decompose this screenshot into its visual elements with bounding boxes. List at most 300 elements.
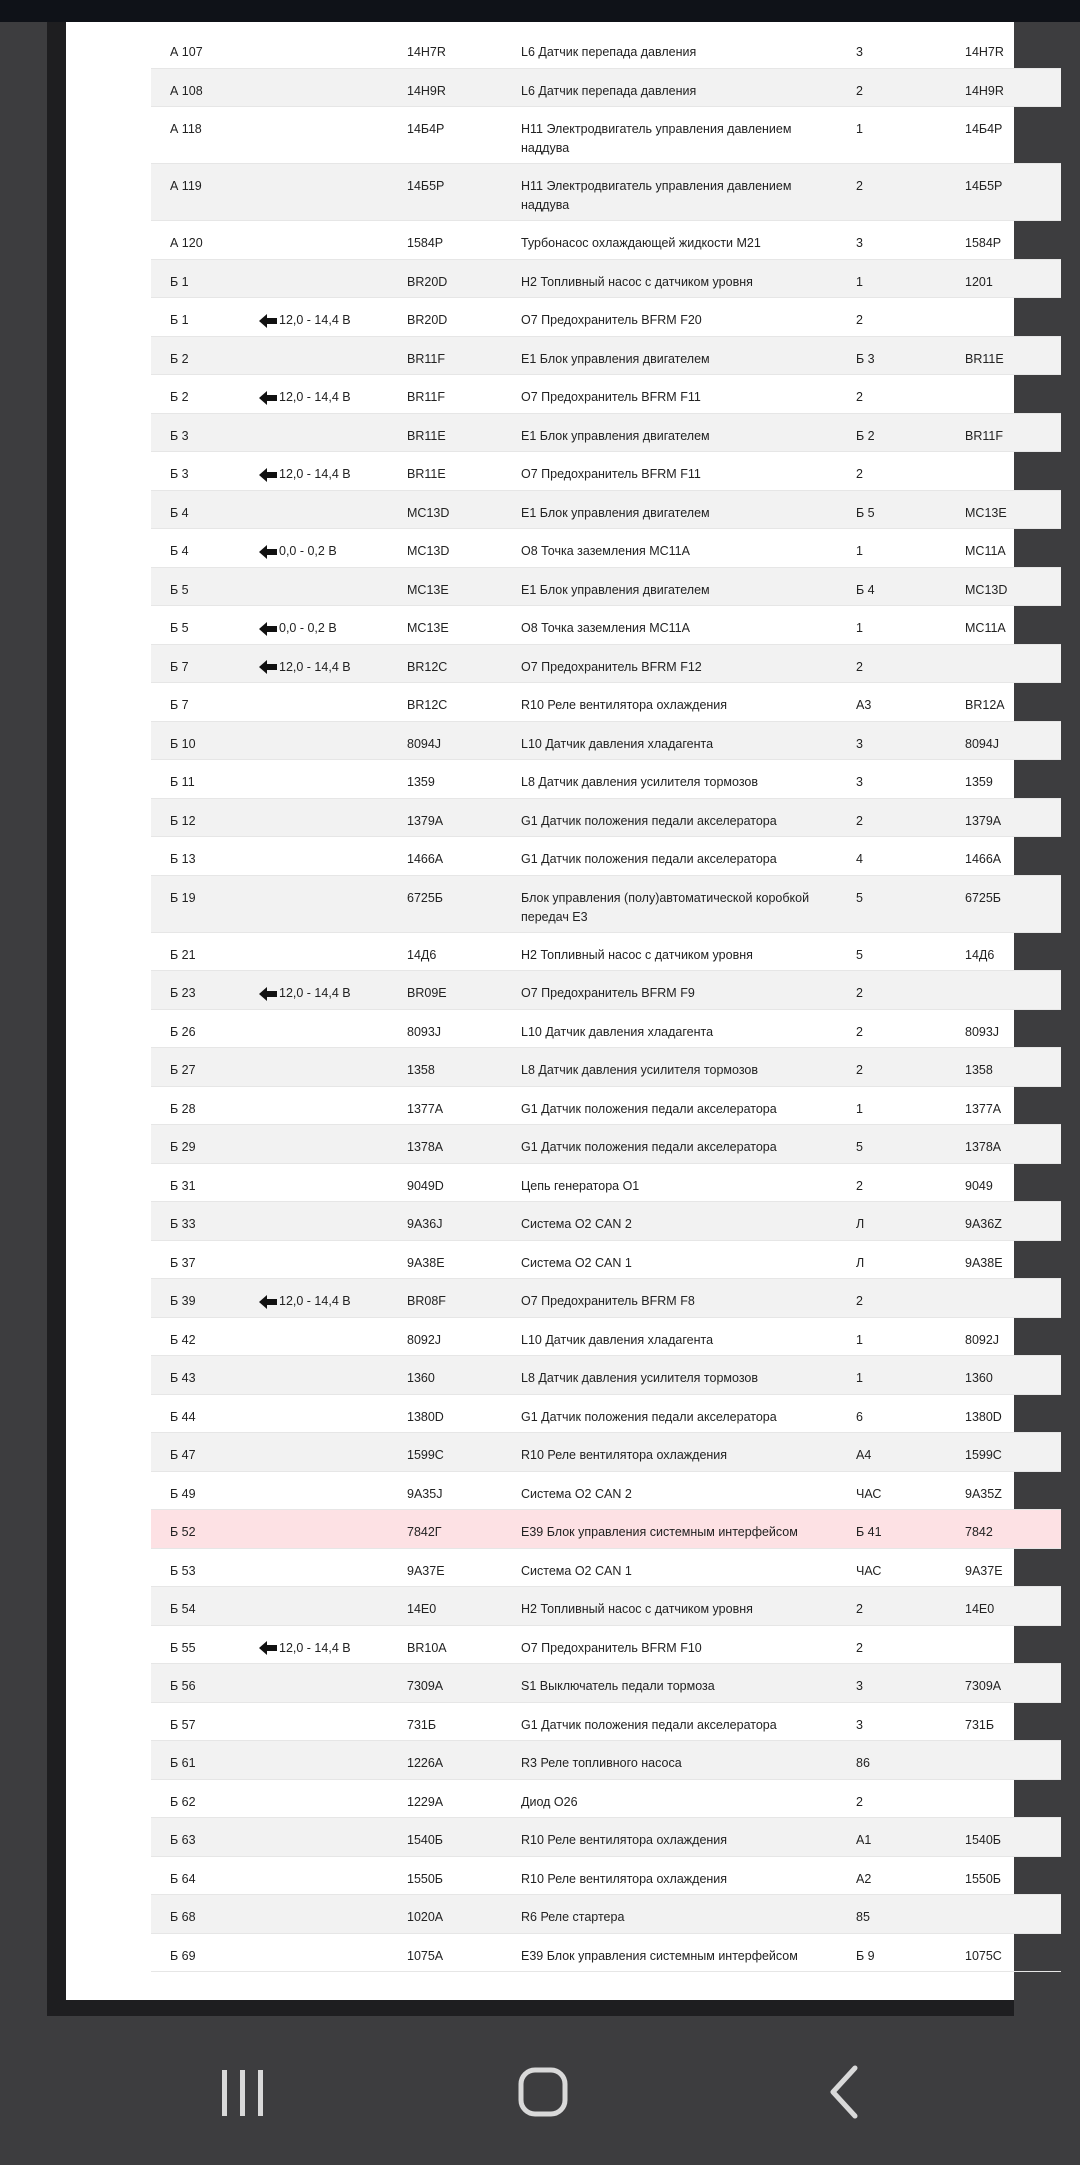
connector-pin-cell: 1 <box>856 1371 863 1385</box>
wire-cell: MC13D <box>407 505 450 520</box>
voltage-cell <box>259 388 351 407</box>
description-cell: L10 Датчик давления хладагента <box>521 736 714 751</box>
connector-pin-cell: A2 <box>856 1871 872 1886</box>
table-row <box>151 491 1061 530</box>
connector-pin-cell: Б 41 <box>856 1525 882 1539</box>
description-cell: L6 Датчик перепада давления <box>521 45 697 59</box>
table-row <box>151 1241 1061 1280</box>
voltage-cell <box>259 984 351 1003</box>
arrow-left-icon <box>259 545 277 559</box>
arrow-left-icon <box>259 1641 277 1655</box>
connector-pin-cell: 2 <box>856 179 863 193</box>
wire-cell: 1020A <box>407 1910 444 1924</box>
wire-cell: 9A38E <box>407 1255 445 1270</box>
connector-pin-cell: 2 <box>856 1063 863 1077</box>
pin-cell: Б 52 <box>170 1525 196 1539</box>
wire-cell: 7842Г <box>407 1525 442 1539</box>
wire-cell: 1378A <box>407 1140 444 1154</box>
description-cell: O7 Предохранитель BFRM F11 <box>521 390 701 404</box>
table-row <box>151 1010 1061 1049</box>
table-row <box>151 69 1061 108</box>
table-row <box>151 1279 1061 1318</box>
connector-pin-cell: 6 <box>856 1409 863 1424</box>
pin-cell: Б 3 <box>170 428 189 443</box>
connector-pin-cell: 2 <box>856 313 863 327</box>
description-cell: R10 Реле вентилятора охлаждения <box>521 1448 728 1462</box>
wire-cell: BR11F <box>407 390 445 404</box>
description-cell: G1 Датчик положения педали акселератора <box>521 1717 777 1732</box>
connector-pin-cell: 2 <box>856 1178 863 1193</box>
arrow-left-icon <box>259 1295 277 1309</box>
description-cell: G1 Датчик положения педали акселератора <box>521 1409 777 1424</box>
connector-pin-cell: 1 <box>856 1101 863 1116</box>
description-cell: Блок управления (полу)автоматической коробкой передач E3 <box>521 890 810 924</box>
table-row <box>151 606 1061 645</box>
arrow-left-icon <box>259 314 277 328</box>
wire-cell: 6725Б <box>407 890 444 905</box>
connector-wire-cell: MC11A <box>965 621 1006 635</box>
document-page <box>66 22 1014 2000</box>
connector-wire-cell: 14Б5P <box>965 179 1003 193</box>
description-cell: R3 Реле топливного насоса <box>521 1756 682 1770</box>
connector-wire-cell: 8093J <box>965 1024 1000 1039</box>
connector-wire-cell: 1584P <box>965 236 1002 250</box>
wire-cell: BR12C <box>407 698 448 712</box>
connector-pin-cell: ЧАС <box>856 1486 882 1501</box>
wire-cell: 14H7R <box>407 45 446 59</box>
pin-cell: Б 5 <box>170 621 189 635</box>
pin-cell: Б 33 <box>170 1217 196 1231</box>
pin-cell: Б 31 <box>170 1178 196 1193</box>
wire-cell: 1360 <box>407 1371 435 1385</box>
table-row <box>151 1741 1061 1780</box>
table-row <box>151 164 1061 221</box>
connector-pin-cell: A4 <box>856 1448 872 1462</box>
description-cell: R10 Реле вентилятора охлаждения <box>521 1871 728 1886</box>
description-cell: H2 Топливный насос с датчиком уровня <box>521 947 753 962</box>
table-row <box>151 1587 1061 1626</box>
pin-cell: Б 11 <box>170 775 195 789</box>
connector-wire-cell: BR12A <box>965 698 1005 712</box>
wire-cell: 1075A <box>407 1948 444 1963</box>
table-row <box>151 1395 1061 1434</box>
pin-cell: Б 63 <box>170 1833 196 1847</box>
pin-cell: Б 55 <box>170 1640 196 1655</box>
wire-cell: 1584P <box>407 236 444 250</box>
table-row <box>151 645 1061 684</box>
wire-cell: MC13E <box>407 621 449 635</box>
wire-cell: 1540Б <box>407 1833 444 1847</box>
description-cell: H11 Электродвигатель управления давлением наддува <box>521 179 792 212</box>
connector-wire-cell: 1599C <box>965 1448 1002 1462</box>
pin-cell: Б 42 <box>170 1332 196 1347</box>
table-row <box>151 1549 1061 1588</box>
connector-wire-cell: 9A35Z <box>965 1486 1002 1501</box>
connector-wire-cell: MC11A <box>965 544 1006 558</box>
description-cell: O7 Предохранитель BFRM F10 <box>521 1640 702 1655</box>
wire-cell: 14Б4P <box>407 122 445 136</box>
connector-wire-cell: 14Б4P <box>965 122 1003 136</box>
connector-pin-cell: A1 <box>856 1833 872 1847</box>
pin-cell: А 119 <box>170 179 202 193</box>
pin-cell: Б 4 <box>170 505 189 520</box>
table-row <box>151 1087 1061 1126</box>
table-row <box>151 1857 1061 1896</box>
voltage-value: 12,0 - 14,4 В <box>279 1640 351 1655</box>
table-row <box>151 1318 1061 1357</box>
wire-cell: 1359 <box>407 775 435 789</box>
pin-cell: Б 64 <box>170 1871 196 1886</box>
description-cell: E39 Блок управления системным интерфейсом <box>521 1948 798 1963</box>
connector-wire-cell: 9049 <box>965 1178 993 1193</box>
connector-pin-cell: 3 <box>856 236 863 250</box>
connector-wire-cell: MC13E <box>965 505 1007 520</box>
pin-cell: Б 1 <box>170 313 189 327</box>
wire-cell: BR11E <box>407 467 446 481</box>
table-row <box>151 1202 1061 1241</box>
wire-cell: 1380D <box>407 1409 444 1424</box>
voltage-cell <box>259 1639 351 1658</box>
pin-cell: Б 1 <box>170 274 189 289</box>
pin-cell: Б 54 <box>170 1602 196 1616</box>
wire-cell: 8094J <box>407 736 442 751</box>
voltage-value: 12,0 - 14,4 В <box>279 1294 351 1308</box>
connector-pin-cell: 2 <box>856 813 863 828</box>
table-row <box>151 1472 1061 1511</box>
connector-pin-cell: 1 <box>856 1332 863 1347</box>
description-cell: E39 Блок управления системным интерфейсом <box>521 1525 798 1539</box>
wire-cell: 1226A <box>407 1756 444 1770</box>
pin-cell: Б 23 <box>170 986 196 1000</box>
connector-pin-cell: 2 <box>856 1794 863 1809</box>
table-row <box>151 1934 1061 1973</box>
description-cell: Система O2 CAN 2 <box>521 1486 632 1501</box>
table-row <box>151 1164 1061 1203</box>
voltage-value: 12,0 - 14,4 В <box>279 390 351 404</box>
connector-pin-cell: 2 <box>856 83 863 98</box>
table-row <box>151 1895 1061 1934</box>
recent-apps-icon <box>197 2050 287 2130</box>
description-cell: L10 Датчик давления хладагента <box>521 1024 714 1039</box>
connector-wire-cell: 1550Б <box>965 1871 1002 1886</box>
description-cell: Система O2 CAN 2 <box>521 1217 632 1231</box>
pinout-table <box>151 30 1061 1972</box>
wire-cell: BR12C <box>407 659 448 674</box>
pin-cell: Б 10 <box>170 736 196 751</box>
pin-cell: Б 29 <box>170 1140 196 1154</box>
connector-wire-cell: 9A36Z <box>965 1217 1002 1231</box>
connector-wire-cell: 14H9R <box>965 83 1004 98</box>
wire-cell: BR09E <box>407 986 447 1000</box>
arrow-left-icon <box>259 622 277 636</box>
description-cell: L6 Датчик перепада давления <box>521 83 697 98</box>
connector-pin-cell: 2 <box>856 986 863 1000</box>
connector-pin-cell: Б 3 <box>856 351 875 366</box>
wire-cell: 731Б <box>407 1717 437 1732</box>
voltage-cell <box>259 465 351 484</box>
pin-cell: Б 12 <box>170 813 196 828</box>
connector-wire-cell: 731Б <box>965 1717 995 1732</box>
description-cell: L8 Датчик давления усилителя тормозов <box>521 1063 759 1077</box>
connector-wire-cell: 1380D <box>965 1409 1002 1424</box>
voltage-cell <box>259 619 337 638</box>
connector-pin-cell: 2 <box>856 1602 863 1616</box>
connector-wire-cell: 9A37E <box>965 1563 1003 1578</box>
description-cell: O7 Предохранитель BFRM F12 <box>521 659 702 674</box>
connector-pin-cell: 2 <box>856 1294 863 1308</box>
table-row <box>151 298 1061 337</box>
arrow-left-icon <box>259 391 277 405</box>
wire-cell: 8093J <box>407 1024 442 1039</box>
description-cell: E1 Блок управления двигателем <box>521 582 710 597</box>
connector-wire-cell: 1359 <box>965 775 993 789</box>
pin-cell: Б 62 <box>170 1794 196 1809</box>
home-icon <box>498 2050 588 2130</box>
description-cell: E1 Блок управления двигателем <box>521 505 710 520</box>
connector-wire-cell: 1358 <box>965 1063 993 1077</box>
arrow-left-icon <box>259 660 277 674</box>
description-cell: R10 Реле вентилятора охлаждения <box>521 698 728 712</box>
table-row <box>151 1048 1061 1087</box>
wire-cell: 14H9R <box>407 83 446 98</box>
connector-wire-cell: 7842 <box>965 1525 993 1539</box>
connector-pin-cell: 3 <box>856 1717 863 1732</box>
description-cell: L8 Датчик давления усилителя тормозов <box>521 775 759 789</box>
connector-pin-cell: 5 <box>856 947 863 962</box>
table-row <box>151 971 1061 1010</box>
connector-wire-cell: 1360 <box>965 1371 993 1385</box>
pin-cell: Б 53 <box>170 1563 196 1578</box>
wire-cell: 9A37E <box>407 1563 445 1578</box>
pin-cell: Б 5 <box>170 582 189 597</box>
connector-pin-cell: 3 <box>856 1679 863 1693</box>
connector-pin-cell: 2 <box>856 1640 863 1655</box>
pin-cell: Б 56 <box>170 1679 196 1693</box>
table-row <box>151 529 1061 568</box>
connector-wire-cell: 14H7R <box>965 45 1004 59</box>
connector-wire-cell: 1075C <box>965 1948 1002 1963</box>
connector-pin-cell: Б 5 <box>856 505 875 520</box>
table-row <box>151 1703 1061 1742</box>
connector-pin-cell: 1 <box>856 621 863 635</box>
wire-cell: 9049D <box>407 1178 444 1193</box>
wire-cell: 1599C <box>407 1448 444 1462</box>
connector-wire-cell: 1540Б <box>965 1833 1002 1847</box>
description-cell: Турбонасос охлаждающей жидкости M21 <box>521 236 761 250</box>
description-cell: H11 Электродвигатель управления давлением наддува <box>521 122 792 155</box>
table-row <box>151 799 1061 838</box>
connector-pin-cell: ЧАС <box>856 1563 882 1578</box>
wire-cell: 1377A <box>407 1101 444 1116</box>
description-cell: E1 Блок управления двигателем <box>521 351 710 366</box>
wire-cell: 1358 <box>407 1063 435 1077</box>
connector-wire-cell: 14Д6 <box>965 947 995 962</box>
connector-pin-cell: 86 <box>856 1756 870 1770</box>
pin-cell: Б 69 <box>170 1948 196 1963</box>
wire-cell: 9A36J <box>407 1217 443 1231</box>
connector-pin-cell: 1 <box>856 122 863 136</box>
connector-pin-cell: A3 <box>856 698 872 712</box>
wire-cell: 8092J <box>407 1332 442 1347</box>
description-cell: Цепь генератора O1 <box>521 1178 640 1193</box>
table-row <box>151 452 1061 491</box>
pin-cell: Б 3 <box>170 467 189 481</box>
description-cell: O7 Предохранитель BFRM F8 <box>521 1294 695 1308</box>
wire-cell: BR20D <box>407 313 448 327</box>
pin-cell: А 120 <box>170 236 203 250</box>
table-row <box>151 933 1061 972</box>
table-row <box>151 30 1061 69</box>
back-button[interactable] <box>800 2050 890 2130</box>
table-row <box>151 1780 1061 1819</box>
pin-cell: А 108 <box>170 83 203 98</box>
pin-cell: Б 19 <box>170 890 196 905</box>
connector-wire-cell: 1378A <box>965 1140 1002 1154</box>
connector-pin-cell: Б 4 <box>856 582 875 597</box>
description-cell: O7 Предохранитель BFRM F20 <box>521 313 702 327</box>
table-row <box>151 760 1061 799</box>
table-row <box>151 876 1061 933</box>
connector-pin-cell: 85 <box>856 1910 870 1924</box>
description-cell: H2 Топливный насос с датчиком уровня <box>521 274 753 289</box>
connector-pin-cell: 2 <box>856 390 863 404</box>
wire-cell: 1466A <box>407 852 444 866</box>
description-cell: Система O2 CAN 1 <box>521 1563 632 1578</box>
pin-cell: А 118 <box>170 122 202 136</box>
pin-cell: Б 7 <box>170 698 189 712</box>
connector-wire-cell: 1379A <box>965 813 1002 828</box>
table-row <box>151 1626 1061 1665</box>
table-row <box>151 722 1061 761</box>
wire-cell: 14Б5P <box>407 179 445 193</box>
description-cell: R10 Реле вентилятора охлаждения <box>521 1833 728 1847</box>
description-cell: Система O2 CAN 1 <box>521 1255 632 1270</box>
voltage-cell <box>259 542 337 561</box>
wire-cell: MC13D <box>407 544 450 558</box>
pin-cell: Б 39 <box>170 1294 196 1308</box>
home-button[interactable] <box>498 2050 588 2130</box>
voltage-cell <box>259 311 351 330</box>
description-cell: R6 Реле стартера <box>521 1910 625 1924</box>
pin-cell: Б 57 <box>170 1717 196 1732</box>
table-row <box>151 221 1061 260</box>
connector-pin-cell: 3 <box>856 775 863 789</box>
table-row <box>151 107 1061 164</box>
voltage-value: 12,0 - 14,4 В <box>279 659 351 674</box>
description-cell: Диод O26 <box>521 1794 578 1809</box>
connector-wire-cell: 1377A <box>965 1101 1002 1116</box>
table-row <box>151 568 1061 607</box>
wire-cell: 7309A <box>407 1679 444 1693</box>
connector-pin-cell: 4 <box>856 852 863 866</box>
connector-wire-cell: 14E0 <box>965 1602 995 1616</box>
table-row <box>151 375 1061 414</box>
description-cell: G1 Датчик положения педали акселератора <box>521 1101 777 1116</box>
connector-wire-cell: 6725Б <box>965 890 1002 905</box>
voltage-value: 12,0 - 14,4 В <box>279 313 351 327</box>
connector-pin-cell: 2 <box>856 1024 863 1039</box>
description-cell: O8 Точка заземления MC11A <box>521 544 690 558</box>
back-icon <box>800 2050 890 2130</box>
arrow-left-icon <box>259 987 277 1001</box>
pin-cell: Б 49 <box>170 1486 196 1501</box>
description-cell: O8 Точка заземления MC11A <box>521 621 690 635</box>
connector-wire-cell: MC13D <box>965 582 1008 597</box>
connector-wire-cell: BR11F <box>965 428 1003 443</box>
connector-pin-cell: 1 <box>856 544 863 558</box>
pin-cell: А 107 <box>170 45 203 59</box>
connector-pin-cell: 1 <box>856 274 863 289</box>
pin-cell: Б 13 <box>170 852 196 866</box>
voltage-value: 12,0 - 14,4 В <box>279 986 351 1000</box>
connector-pin-cell: 5 <box>856 890 863 905</box>
voltage-cell <box>259 658 351 677</box>
table-row <box>151 1433 1061 1472</box>
table-row <box>151 1510 1061 1549</box>
connector-pin-cell: 5 <box>856 1140 863 1154</box>
connector-wire-cell: 1466A <box>965 852 1002 866</box>
description-cell: L8 Датчик давления усилителя тормозов <box>521 1371 759 1385</box>
pin-cell: Б 37 <box>170 1255 196 1270</box>
wire-cell: 1379A <box>407 813 444 828</box>
table-row <box>151 1664 1061 1703</box>
connector-wire-cell: BR11E <box>965 351 1004 366</box>
description-cell: E1 Блок управления двигателем <box>521 428 710 443</box>
connector-pin-cell: 2 <box>856 467 863 481</box>
table-row <box>151 337 1061 376</box>
wire-cell: 14Д6 <box>407 947 437 962</box>
connector-pin-cell: Б 9 <box>856 1948 875 1963</box>
voltage-cell <box>259 1292 351 1311</box>
description-cell: S1 Выключатель педали тормоза <box>521 1679 715 1693</box>
table-row <box>151 1356 1061 1395</box>
connector-wire-cell: 9A38E <box>965 1255 1003 1270</box>
description-cell: L10 Датчик давления хладагента <box>521 1332 714 1347</box>
wire-cell: BR11F <box>407 351 445 366</box>
wire-cell: 9A35J <box>407 1486 443 1501</box>
connector-wire-cell: 1201 <box>965 274 993 289</box>
connector-pin-cell: 3 <box>856 736 863 751</box>
pin-cell: Б 61 <box>170 1756 196 1770</box>
description-cell: G1 Датчик положения педали акселератора <box>521 1140 777 1154</box>
table-row <box>151 414 1061 453</box>
description-cell: O7 Предохранитель BFRM F11 <box>521 467 701 481</box>
connector-wire-cell: 7309A <box>965 1679 1002 1693</box>
connector-pin-cell: Б 2 <box>856 428 875 443</box>
wire-cell: BR08F <box>407 1294 446 1308</box>
pin-cell: Б 21 <box>170 947 196 962</box>
pin-cell: Б 27 <box>170 1063 196 1077</box>
table-row <box>151 1818 1061 1857</box>
wire-cell: BR11E <box>407 428 446 443</box>
wire-cell: MC13E <box>407 582 449 597</box>
pin-cell: Б 7 <box>170 659 189 674</box>
pin-cell: Б 68 <box>170 1910 196 1924</box>
voltage-value: 0,0 - 0,2 В <box>279 544 337 558</box>
connector-wire-cell: 8092J <box>965 1332 1000 1347</box>
table-row <box>151 1125 1061 1164</box>
arrow-left-icon <box>259 468 277 482</box>
description-cell: G1 Датчик положения педали акселератора <box>521 813 777 828</box>
pin-cell: Б 2 <box>170 351 189 366</box>
pin-cell: Б 43 <box>170 1371 196 1385</box>
connector-pin-cell: 2 <box>856 659 863 674</box>
table-row <box>151 260 1061 299</box>
table-row <box>151 683 1061 722</box>
voltage-value: 12,0 - 14,4 В <box>279 467 351 481</box>
wire-cell: 1229A <box>407 1794 444 1809</box>
recent-apps-button[interactable] <box>197 2050 287 2130</box>
